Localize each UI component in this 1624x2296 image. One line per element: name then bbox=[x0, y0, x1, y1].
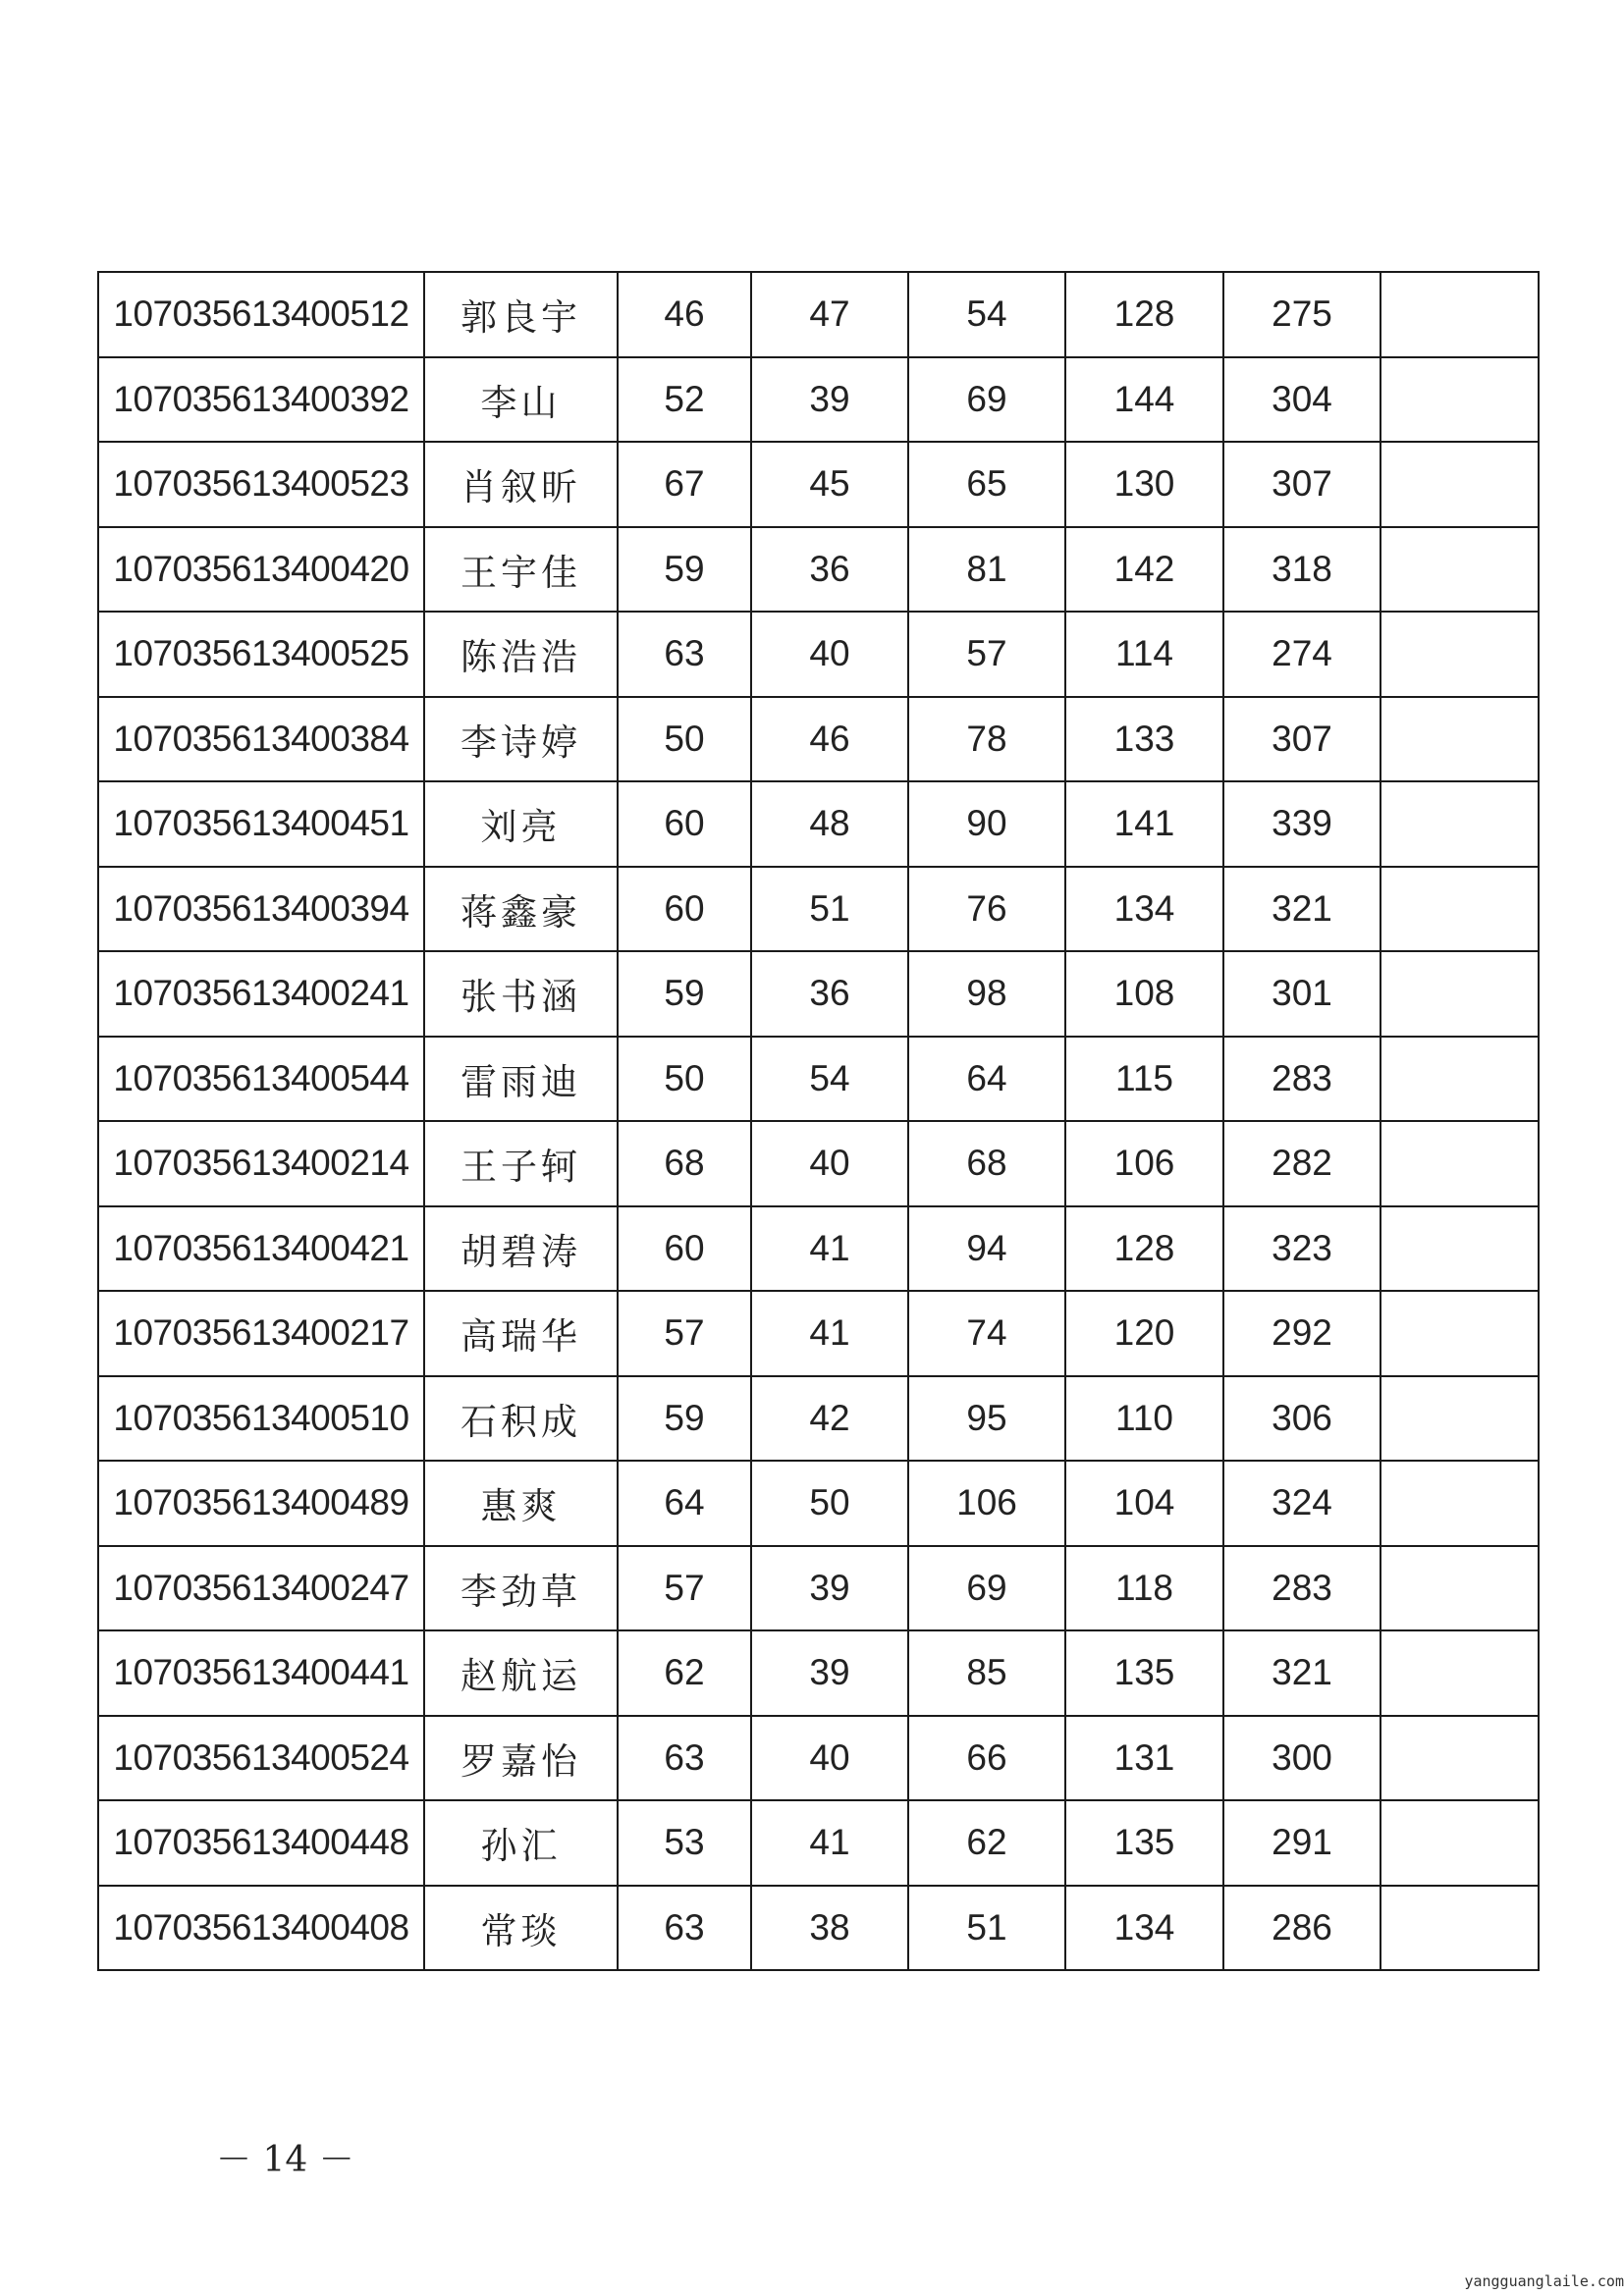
candidate-id-cell: 107035613400247 bbox=[98, 1546, 424, 1631]
score-1-cell: 63 bbox=[618, 612, 751, 697]
score-3-cell: 106 bbox=[908, 1461, 1065, 1546]
score-2-cell: 45 bbox=[751, 442, 908, 527]
note-cell bbox=[1380, 612, 1539, 697]
score-4-cell: 128 bbox=[1065, 272, 1223, 357]
score-2-cell: 51 bbox=[751, 867, 908, 952]
note-cell bbox=[1380, 951, 1539, 1037]
candidate-name-cell: 郭良宇 bbox=[424, 272, 618, 357]
total-score-cell: 292 bbox=[1223, 1291, 1380, 1376]
score-2-cell: 41 bbox=[751, 1800, 908, 1886]
total-score-cell: 275 bbox=[1223, 272, 1380, 357]
note-cell bbox=[1380, 442, 1539, 527]
candidate-name-cell: 王宇佳 bbox=[424, 527, 618, 613]
score-2-cell: 36 bbox=[751, 527, 908, 613]
total-score-cell: 307 bbox=[1223, 697, 1380, 782]
note-cell bbox=[1380, 1206, 1539, 1292]
note-cell bbox=[1380, 1376, 1539, 1462]
candidate-id-cell: 107035613400448 bbox=[98, 1800, 424, 1886]
candidate-id-cell: 107035613400384 bbox=[98, 697, 424, 782]
candidate-name-cell: 李诗婷 bbox=[424, 697, 618, 782]
score-table bbox=[97, 271, 1540, 1971]
table-row bbox=[98, 1630, 1539, 1716]
candidate-id-cell: 107035613400441 bbox=[98, 1630, 424, 1716]
score-3-cell: 54 bbox=[908, 272, 1065, 357]
note-cell bbox=[1380, 1121, 1539, 1206]
score-1-cell: 57 bbox=[618, 1546, 751, 1631]
score-4-cell: 133 bbox=[1065, 697, 1223, 782]
candidate-name-cell: 蒋鑫豪 bbox=[424, 867, 618, 952]
score-4-cell: 142 bbox=[1065, 527, 1223, 613]
score-1-cell: 60 bbox=[618, 1206, 751, 1292]
table-row bbox=[98, 1206, 1539, 1292]
candidate-id-cell: 107035613400392 bbox=[98, 357, 424, 443]
candidate-id-cell: 107035613400394 bbox=[98, 867, 424, 952]
candidate-name-cell: 赵航运 bbox=[424, 1630, 618, 1716]
table-row bbox=[98, 1800, 1539, 1886]
score-1-cell: 63 bbox=[618, 1886, 751, 1971]
candidate-name-cell: 高瑞华 bbox=[424, 1291, 618, 1376]
score-1-cell: 52 bbox=[618, 357, 751, 443]
candidate-id-cell: 107035613400489 bbox=[98, 1461, 424, 1546]
score-4-cell: 104 bbox=[1065, 1461, 1223, 1546]
score-4-cell: 106 bbox=[1065, 1121, 1223, 1206]
score-3-cell: 65 bbox=[908, 442, 1065, 527]
table-row bbox=[98, 1461, 1539, 1546]
score-4-cell: 134 bbox=[1065, 1886, 1223, 1971]
score-4-cell: 135 bbox=[1065, 1800, 1223, 1886]
score-1-cell: 59 bbox=[618, 527, 751, 613]
score-3-cell: 68 bbox=[908, 1121, 1065, 1206]
score-3-cell: 76 bbox=[908, 867, 1065, 952]
score-4-cell: 114 bbox=[1065, 612, 1223, 697]
score-4-cell: 131 bbox=[1065, 1716, 1223, 1801]
score-table-body bbox=[98, 272, 1539, 1970]
total-score-cell: 324 bbox=[1223, 1461, 1380, 1546]
total-score-cell: 307 bbox=[1223, 442, 1380, 527]
total-score-cell: 318 bbox=[1223, 527, 1380, 613]
note-cell bbox=[1380, 1037, 1539, 1122]
score-2-cell: 50 bbox=[751, 1461, 908, 1546]
table-row bbox=[98, 357, 1539, 443]
score-3-cell: 64 bbox=[908, 1037, 1065, 1122]
candidate-id-cell: 107035613400217 bbox=[98, 1291, 424, 1376]
candidate-name-cell: 肖叙昕 bbox=[424, 442, 618, 527]
candidate-name-cell: 雷雨迪 bbox=[424, 1037, 618, 1122]
score-3-cell: 90 bbox=[908, 781, 1065, 867]
note-cell bbox=[1380, 1716, 1539, 1801]
score-2-cell: 46 bbox=[751, 697, 908, 782]
candidate-name-cell: 孙汇 bbox=[424, 1800, 618, 1886]
total-score-cell: 283 bbox=[1223, 1546, 1380, 1631]
table-row bbox=[98, 1376, 1539, 1462]
score-2-cell: 48 bbox=[751, 781, 908, 867]
table-row bbox=[98, 1546, 1539, 1631]
note-cell bbox=[1380, 527, 1539, 613]
candidate-id-cell: 107035613400524 bbox=[98, 1716, 424, 1801]
table-row bbox=[98, 612, 1539, 697]
candidate-name-cell: 石积成 bbox=[424, 1376, 618, 1462]
score-3-cell: 78 bbox=[908, 697, 1065, 782]
note-cell bbox=[1380, 1800, 1539, 1886]
page-number: － 14 － bbox=[216, 2140, 354, 2180]
candidate-id-cell: 107035613400420 bbox=[98, 527, 424, 613]
note-cell bbox=[1380, 867, 1539, 952]
candidate-name-cell: 刘亮 bbox=[424, 781, 618, 867]
score-2-cell: 40 bbox=[751, 612, 908, 697]
score-2-cell: 38 bbox=[751, 1886, 908, 1971]
score-2-cell: 39 bbox=[751, 1630, 908, 1716]
score-4-cell: 135 bbox=[1065, 1630, 1223, 1716]
total-score-cell: 321 bbox=[1223, 867, 1380, 952]
candidate-id-cell: 107035613400408 bbox=[98, 1886, 424, 1971]
note-cell bbox=[1380, 1461, 1539, 1546]
note-cell bbox=[1380, 1630, 1539, 1716]
score-1-cell: 60 bbox=[618, 781, 751, 867]
score-1-cell: 62 bbox=[618, 1630, 751, 1716]
candidate-id-cell: 107035613400544 bbox=[98, 1037, 424, 1122]
score-3-cell: 62 bbox=[908, 1800, 1065, 1886]
score-1-cell: 59 bbox=[618, 1376, 751, 1462]
total-score-cell: 321 bbox=[1223, 1630, 1380, 1716]
candidate-name-cell: 李山 bbox=[424, 357, 618, 443]
candidate-name-cell: 李劲草 bbox=[424, 1546, 618, 1631]
note-cell bbox=[1380, 1291, 1539, 1376]
score-2-cell: 39 bbox=[751, 1546, 908, 1631]
table-row bbox=[98, 1886, 1539, 1971]
score-2-cell: 41 bbox=[751, 1291, 908, 1376]
total-score-cell: 304 bbox=[1223, 357, 1380, 443]
score-2-cell: 42 bbox=[751, 1376, 908, 1462]
candidate-id-cell: 107035613400451 bbox=[98, 781, 424, 867]
candidate-name-cell: 王子轲 bbox=[424, 1121, 618, 1206]
total-score-cell: 283 bbox=[1223, 1037, 1380, 1122]
score-4-cell: 120 bbox=[1065, 1291, 1223, 1376]
total-score-cell: 291 bbox=[1223, 1800, 1380, 1886]
candidate-name-cell: 陈浩浩 bbox=[424, 612, 618, 697]
candidate-name-cell: 胡碧涛 bbox=[424, 1206, 618, 1292]
candidate-id-cell: 107035613400510 bbox=[98, 1376, 424, 1462]
score-3-cell: 57 bbox=[908, 612, 1065, 697]
candidate-name-cell: 常琰 bbox=[424, 1886, 618, 1971]
total-score-cell: 301 bbox=[1223, 951, 1380, 1037]
score-3-cell: 81 bbox=[908, 527, 1065, 613]
score-4-cell: 118 bbox=[1065, 1546, 1223, 1631]
score-4-cell: 110 bbox=[1065, 1376, 1223, 1462]
candidate-id-cell: 107035613400525 bbox=[98, 612, 424, 697]
score-1-cell: 67 bbox=[618, 442, 751, 527]
candidate-name-cell: 罗嘉怡 bbox=[424, 1716, 618, 1801]
score-4-cell: 115 bbox=[1065, 1037, 1223, 1122]
note-cell bbox=[1380, 357, 1539, 443]
score-1-cell: 53 bbox=[618, 1800, 751, 1886]
table-row bbox=[98, 1037, 1539, 1122]
score-4-cell: 141 bbox=[1065, 781, 1223, 867]
note-cell bbox=[1380, 781, 1539, 867]
table-row bbox=[98, 1121, 1539, 1206]
candidate-id-cell: 107035613400421 bbox=[98, 1206, 424, 1292]
score-3-cell: 69 bbox=[908, 357, 1065, 443]
total-score-cell: 274 bbox=[1223, 612, 1380, 697]
total-score-cell: 300 bbox=[1223, 1716, 1380, 1801]
table-row bbox=[98, 697, 1539, 782]
table-row bbox=[98, 527, 1539, 613]
score-1-cell: 50 bbox=[618, 697, 751, 782]
table-row bbox=[98, 1716, 1539, 1801]
total-score-cell: 306 bbox=[1223, 1376, 1380, 1462]
score-4-cell: 144 bbox=[1065, 357, 1223, 443]
total-score-cell: 286 bbox=[1223, 1886, 1380, 1971]
score-3-cell: 66 bbox=[908, 1716, 1065, 1801]
candidate-id-cell: 107035613400241 bbox=[98, 951, 424, 1037]
note-cell bbox=[1380, 272, 1539, 357]
candidate-id-cell: 107035613400512 bbox=[98, 272, 424, 357]
score-4-cell: 108 bbox=[1065, 951, 1223, 1037]
note-cell bbox=[1380, 1886, 1539, 1971]
source-watermark: yangguanglaile.com bbox=[1464, 2272, 1624, 2290]
score-1-cell: 63 bbox=[618, 1716, 751, 1801]
score-2-cell: 41 bbox=[751, 1206, 908, 1292]
table-row bbox=[98, 781, 1539, 867]
table-row bbox=[98, 442, 1539, 527]
score-1-cell: 64 bbox=[618, 1461, 751, 1546]
score-4-cell: 130 bbox=[1065, 442, 1223, 527]
score-1-cell: 46 bbox=[618, 272, 751, 357]
table-row bbox=[98, 951, 1539, 1037]
score-3-cell: 95 bbox=[908, 1376, 1065, 1462]
score-2-cell: 47 bbox=[751, 272, 908, 357]
score-1-cell: 57 bbox=[618, 1291, 751, 1376]
score-2-cell: 39 bbox=[751, 357, 908, 443]
note-cell bbox=[1380, 697, 1539, 782]
table-row bbox=[98, 1291, 1539, 1376]
score-3-cell: 74 bbox=[908, 1291, 1065, 1376]
score-2-cell: 40 bbox=[751, 1121, 908, 1206]
table-row bbox=[98, 272, 1539, 357]
total-score-cell: 339 bbox=[1223, 781, 1380, 867]
score-1-cell: 50 bbox=[618, 1037, 751, 1122]
score-3-cell: 98 bbox=[908, 951, 1065, 1037]
total-score-cell: 323 bbox=[1223, 1206, 1380, 1292]
score-4-cell: 134 bbox=[1065, 867, 1223, 952]
score-1-cell: 59 bbox=[618, 951, 751, 1037]
score-3-cell: 69 bbox=[908, 1546, 1065, 1631]
score-2-cell: 36 bbox=[751, 951, 908, 1037]
total-score-cell: 282 bbox=[1223, 1121, 1380, 1206]
candidate-name-cell: 惠爽 bbox=[424, 1461, 618, 1546]
score-3-cell: 51 bbox=[908, 1886, 1065, 1971]
score-3-cell: 94 bbox=[908, 1206, 1065, 1292]
score-1-cell: 68 bbox=[618, 1121, 751, 1206]
score-2-cell: 54 bbox=[751, 1037, 908, 1122]
score-4-cell: 128 bbox=[1065, 1206, 1223, 1292]
candidate-name-cell: 张书涵 bbox=[424, 951, 618, 1037]
score-1-cell: 60 bbox=[618, 867, 751, 952]
table-row bbox=[98, 867, 1539, 952]
candidate-id-cell: 107035613400523 bbox=[98, 442, 424, 527]
candidate-id-cell: 107035613400214 bbox=[98, 1121, 424, 1206]
note-cell bbox=[1380, 1546, 1539, 1631]
score-3-cell: 85 bbox=[908, 1630, 1065, 1716]
score-2-cell: 40 bbox=[751, 1716, 908, 1801]
